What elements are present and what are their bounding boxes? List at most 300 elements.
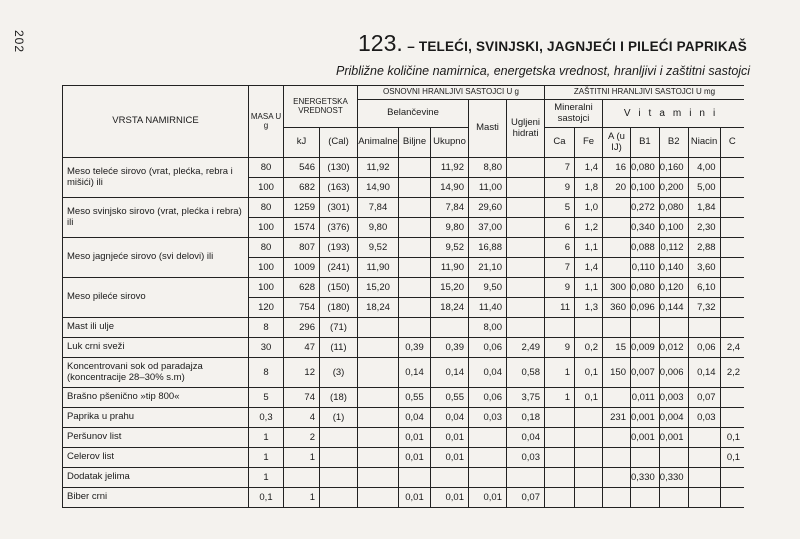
cell-cal: (150)	[320, 278, 358, 298]
row-name: Koncentrovani sok od paradajza (koncentracije 28–30% s.m)	[63, 358, 249, 388]
cell-ugljeni: 0,18	[507, 408, 545, 428]
cell-niacin	[688, 318, 720, 338]
cell-ugljeni	[507, 178, 545, 198]
cell-biljne	[399, 158, 431, 178]
table-row	[63, 408, 745, 428]
cell-c	[720, 468, 744, 488]
cell-cal: (18)	[320, 388, 358, 408]
cell-masa: 8	[249, 358, 284, 388]
cell-a	[603, 218, 631, 238]
cell-ukupno: 0,01	[431, 448, 469, 468]
cell-kj: 1	[284, 448, 320, 468]
cell-biljne	[399, 198, 431, 218]
table-row	[63, 158, 745, 178]
cell-masa: 120	[249, 298, 284, 318]
cell-c: 0,1	[720, 428, 744, 448]
cell-b1	[631, 488, 660, 508]
cell-biljne: 0,14	[399, 358, 431, 388]
cell-c: 2,2	[720, 358, 744, 388]
table-row	[63, 428, 745, 448]
cell-biljne	[399, 468, 431, 488]
cell-kj: 1574	[284, 218, 320, 238]
header-a: A (u IJ)	[603, 128, 631, 158]
cell-masa: 1	[249, 428, 284, 448]
cell-ukupno: 0,39	[431, 338, 469, 358]
cell-animalne	[358, 428, 399, 448]
cell-fe: 1,8	[575, 178, 603, 198]
cell-a	[603, 388, 631, 408]
cell-masti: 8,00	[469, 318, 507, 338]
cell-masa: 0,1	[249, 488, 284, 508]
cell-fe	[575, 408, 603, 428]
cell-niacin: 0,14	[688, 358, 720, 388]
cell-masti: 8,80	[469, 158, 507, 178]
cell-ugljeni: 2,49	[507, 338, 545, 358]
cell-niacin	[688, 488, 720, 508]
cell-b2: 0,012	[659, 338, 688, 358]
cell-niacin: 1,84	[688, 198, 720, 218]
cell-a: 231	[603, 408, 631, 428]
cell-c	[720, 218, 744, 238]
cell-niacin: 0,07	[688, 388, 720, 408]
row-name: Brašno pšenično »tip 800«	[63, 388, 249, 408]
cell-niacin	[688, 448, 720, 468]
row-name: Mast ili ulje	[63, 318, 249, 338]
row-name: Meso teleće sirovo (vrat, plećka, rebra i mišići) ili	[63, 158, 249, 198]
cell-b2: 0,160	[659, 158, 688, 178]
cell-masti: 11,40	[469, 298, 507, 318]
cell-b2: 0,120	[659, 278, 688, 298]
cell-cal: (376)	[320, 218, 358, 238]
cell-fe	[575, 448, 603, 468]
header-fe: Fe	[575, 128, 603, 158]
cell-kj: 1009	[284, 258, 320, 278]
cell-masa: 8	[249, 318, 284, 338]
cell-ugljeni: 3,75	[507, 388, 545, 408]
cell-fe: 0,2	[575, 338, 603, 358]
cell-animalne	[358, 338, 399, 358]
cell-biljne	[399, 318, 431, 338]
cell-masa: 100	[249, 278, 284, 298]
cell-animalne	[358, 388, 399, 408]
cell-ugljeni	[507, 318, 545, 338]
cell-c	[720, 388, 744, 408]
cell-fe: 1,2	[575, 218, 603, 238]
header-mineralni: Mineralni sastojci	[545, 100, 603, 128]
cell-masa: 30	[249, 338, 284, 358]
row-name: Celerov list	[63, 448, 249, 468]
header-ukupno: Ukupno	[431, 128, 469, 158]
cell-fe: 1,1	[575, 238, 603, 258]
cell-masa: 100	[249, 178, 284, 198]
cell-b1: 0,080	[631, 278, 660, 298]
cell-kj: 1	[284, 488, 320, 508]
cell-ugljeni	[507, 298, 545, 318]
cell-animalne	[358, 448, 399, 468]
cell-masti: 0,03	[469, 408, 507, 428]
cell-b1: 0,272	[631, 198, 660, 218]
header-zastitni: ZAŠTITNI HRANLJIVI SASTOJCI U mg	[545, 86, 745, 100]
table-row	[63, 358, 745, 388]
cell-cal	[320, 448, 358, 468]
cell-a: 300	[603, 278, 631, 298]
cell-kj: 628	[284, 278, 320, 298]
cell-b2: 0,100	[659, 218, 688, 238]
row-name: Biber crni	[63, 488, 249, 508]
cell-ca: 6	[545, 238, 575, 258]
cell-masti: 0,01	[469, 488, 507, 508]
cell-c	[720, 158, 744, 178]
cell-a: 16	[603, 158, 631, 178]
cell-cal: (71)	[320, 318, 358, 338]
cell-b1: 0,340	[631, 218, 660, 238]
recipe-number: 123.	[358, 30, 403, 56]
cell-ugljeni: 0,58	[507, 358, 545, 388]
cell-kj	[284, 468, 320, 488]
cell-ugljeni: 0,04	[507, 428, 545, 448]
cell-biljne	[399, 258, 431, 278]
cell-biljne	[399, 178, 431, 198]
cell-fe: 1,1	[575, 278, 603, 298]
cell-animalne: 11,92	[358, 158, 399, 178]
cell-biljne	[399, 238, 431, 258]
nutrition-table	[62, 85, 744, 508]
cell-c	[720, 278, 744, 298]
cell-b2: 0,004	[659, 408, 688, 428]
table-row	[63, 318, 745, 338]
cell-animalne: 14,90	[358, 178, 399, 198]
cell-animalne	[358, 408, 399, 428]
table-row	[63, 198, 745, 218]
cell-b1: 0,100	[631, 178, 660, 198]
cell-niacin: 2,30	[688, 218, 720, 238]
cell-kj: 754	[284, 298, 320, 318]
cell-c	[720, 178, 744, 198]
cell-masti: 29,60	[469, 198, 507, 218]
cell-b2	[659, 448, 688, 468]
cell-niacin: 6,10	[688, 278, 720, 298]
cell-biljne: 0,01	[399, 428, 431, 448]
cell-fe	[575, 428, 603, 448]
cell-b1: 0,001	[631, 408, 660, 428]
cell-animalne: 9,52	[358, 238, 399, 258]
cell-animalne: 9,80	[358, 218, 399, 238]
page-title	[358, 30, 747, 57]
cell-masa: 100	[249, 258, 284, 278]
header-kj: kJ	[284, 128, 320, 158]
cell-biljne: 0,01	[399, 448, 431, 468]
cell-a	[603, 318, 631, 338]
cell-fe: 1,4	[575, 158, 603, 178]
cell-niacin: 4,00	[688, 158, 720, 178]
cell-animalne	[358, 488, 399, 508]
cell-fe: 0,1	[575, 358, 603, 388]
cell-b1: 0,088	[631, 238, 660, 258]
cell-biljne	[399, 298, 431, 318]
cell-b2: 0,330	[659, 468, 688, 488]
cell-masti: 11,00	[469, 178, 507, 198]
page-number: 202	[12, 30, 26, 54]
cell-cal: (180)	[320, 298, 358, 318]
cell-a	[603, 238, 631, 258]
cell-a	[603, 258, 631, 278]
cell-c: 2,4	[720, 338, 744, 358]
cell-animalne	[358, 358, 399, 388]
cell-ca	[545, 408, 575, 428]
cell-ca	[545, 488, 575, 508]
cell-a: 360	[603, 298, 631, 318]
cell-masti: 0,06	[469, 388, 507, 408]
cell-kj: 546	[284, 158, 320, 178]
cell-cal: (130)	[320, 158, 358, 178]
table-row	[63, 488, 745, 508]
cell-b1: 0,009	[631, 338, 660, 358]
header-energ: ENERGETSKA VREDNOST	[284, 86, 358, 128]
cell-masti	[469, 468, 507, 488]
cell-masti: 0,06	[469, 338, 507, 358]
table-row	[63, 388, 745, 408]
cell-masa: 80	[249, 198, 284, 218]
cell-ca	[545, 318, 575, 338]
cell-masa: 1	[249, 448, 284, 468]
cell-ca: 1	[545, 388, 575, 408]
cell-ca	[545, 428, 575, 448]
cell-niacin	[688, 428, 720, 448]
cell-c	[720, 238, 744, 258]
cell-cal	[320, 488, 358, 508]
cell-ukupno	[431, 468, 469, 488]
cell-biljne: 0,39	[399, 338, 431, 358]
cell-c	[720, 318, 744, 338]
cell-masti: 37,00	[469, 218, 507, 238]
cell-ca: 7	[545, 158, 575, 178]
cell-b1: 0,011	[631, 388, 660, 408]
cell-cal: (301)	[320, 198, 358, 218]
cell-b2	[659, 488, 688, 508]
cell-niacin: 0,03	[688, 408, 720, 428]
cell-b2: 0,080	[659, 198, 688, 218]
cell-ca	[545, 448, 575, 468]
header-masa: MASA U g	[249, 86, 284, 158]
cell-masa: 80	[249, 158, 284, 178]
cell-kj: 74	[284, 388, 320, 408]
cell-b2: 0,112	[659, 238, 688, 258]
header-osnovni: OSNOVNI HRANLJIVI SASTOJCI U g	[358, 86, 545, 100]
cell-niacin: 2,88	[688, 238, 720, 258]
cell-masa: 0,3	[249, 408, 284, 428]
cell-b2: 0,200	[659, 178, 688, 198]
cell-ukupno: 7,84	[431, 198, 469, 218]
cell-ukupno: 9,52	[431, 238, 469, 258]
header-niacin: Niacin	[688, 128, 720, 158]
cell-ukupno: 0,14	[431, 358, 469, 388]
cell-ukupno: 15,20	[431, 278, 469, 298]
cell-ugljeni	[507, 218, 545, 238]
cell-biljne	[399, 218, 431, 238]
cell-ugljeni	[507, 278, 545, 298]
cell-animalne	[358, 318, 399, 338]
cell-b1	[631, 318, 660, 338]
row-name: Dodatak jelima	[63, 468, 249, 488]
cell-b2: 0,140	[659, 258, 688, 278]
cell-ca: 11	[545, 298, 575, 318]
cell-fe: 1,0	[575, 198, 603, 218]
header-b1: B1	[631, 128, 660, 158]
cell-kj: 4	[284, 408, 320, 428]
cell-c	[720, 488, 744, 508]
cell-ugljeni	[507, 158, 545, 178]
cell-b1	[631, 448, 660, 468]
cell-animalne: 15,20	[358, 278, 399, 298]
cell-cal: (193)	[320, 238, 358, 258]
cell-a	[603, 448, 631, 468]
cell-b2: 0,144	[659, 298, 688, 318]
header-b2: B2	[659, 128, 688, 158]
row-name: Meso pileće sirovo	[63, 278, 249, 318]
cell-kj: 12	[284, 358, 320, 388]
cell-ukupno: 0,55	[431, 388, 469, 408]
header-cal: (Cal)	[320, 128, 358, 158]
cell-animalne: 18,24	[358, 298, 399, 318]
table-row	[63, 448, 745, 468]
cell-fe	[575, 488, 603, 508]
cell-c: 0,1	[720, 448, 744, 468]
cell-ca: 9	[545, 338, 575, 358]
cell-b1: 0,001	[631, 428, 660, 448]
cell-ugljeni	[507, 258, 545, 278]
row-name: Meso jagnjeće sirovo (svi delovi) ili	[63, 238, 249, 278]
cell-biljne	[399, 278, 431, 298]
cell-ca: 9	[545, 178, 575, 198]
cell-kj: 682	[284, 178, 320, 198]
cell-masti	[469, 428, 507, 448]
cell-c	[720, 298, 744, 318]
cell-animalne: 11,90	[358, 258, 399, 278]
cell-masa: 5	[249, 388, 284, 408]
cell-animalne: 7,84	[358, 198, 399, 218]
page-subtitle: Približne količine namirnica, energetska vrednost, hranljivi i zaštitni sastojci	[336, 64, 751, 78]
table-row	[63, 468, 745, 488]
header-animalne: Animalne	[358, 128, 399, 158]
cell-c	[720, 258, 744, 278]
cell-fe: 1,4	[575, 258, 603, 278]
cell-kj: 296	[284, 318, 320, 338]
cell-ukupno: 0,01	[431, 488, 469, 508]
cell-masa: 1	[249, 468, 284, 488]
cell-ukupno: 14,90	[431, 178, 469, 198]
cell-b2: 0,003	[659, 388, 688, 408]
cell-cal: (1)	[320, 408, 358, 428]
cell-ca: 6	[545, 218, 575, 238]
cell-niacin: 7,32	[688, 298, 720, 318]
cell-ca: 5	[545, 198, 575, 218]
cell-kj: 2	[284, 428, 320, 448]
cell-b2: 0,006	[659, 358, 688, 388]
cell-b1: 0,330	[631, 468, 660, 488]
cell-ukupno	[431, 318, 469, 338]
cell-a	[603, 198, 631, 218]
header-vitamini: Vitamini	[603, 100, 745, 128]
cell-ukupno: 11,92	[431, 158, 469, 178]
header-ugljeni: Ugljeni hidrati	[507, 100, 545, 158]
cell-masti: 0,04	[469, 358, 507, 388]
cell-cal	[320, 468, 358, 488]
cell-c	[720, 408, 744, 428]
cell-ugljeni	[507, 238, 545, 258]
cell-ukupno: 18,24	[431, 298, 469, 318]
cell-ukupno: 9,80	[431, 218, 469, 238]
cell-b1: 0,096	[631, 298, 660, 318]
cell-b1: 0,007	[631, 358, 660, 388]
cell-c	[720, 198, 744, 218]
table-row	[63, 238, 745, 258]
cell-a	[603, 468, 631, 488]
cell-a: 150	[603, 358, 631, 388]
cell-a: 20	[603, 178, 631, 198]
cell-niacin: 5,00	[688, 178, 720, 198]
cell-masti	[469, 448, 507, 468]
cell-ca: 1	[545, 358, 575, 388]
cell-ca: 7	[545, 258, 575, 278]
row-name: Luk crni sveži	[63, 338, 249, 358]
cell-ukupno: 0,04	[431, 408, 469, 428]
cell-fe: 0,1	[575, 388, 603, 408]
cell-cal: (241)	[320, 258, 358, 278]
cell-ugljeni: 0,07	[507, 488, 545, 508]
cell-b2: 0,001	[659, 428, 688, 448]
cell-b1: 0,080	[631, 158, 660, 178]
cell-cal: (11)	[320, 338, 358, 358]
cell-masti: 9,50	[469, 278, 507, 298]
cell-fe	[575, 468, 603, 488]
cell-masti: 21,10	[469, 258, 507, 278]
cell-kj: 807	[284, 238, 320, 258]
cell-animalne	[358, 468, 399, 488]
cell-ca	[545, 468, 575, 488]
cell-kj: 47	[284, 338, 320, 358]
cell-b2	[659, 318, 688, 338]
cell-niacin: 3,60	[688, 258, 720, 278]
cell-a	[603, 428, 631, 448]
table-row	[63, 338, 745, 358]
cell-ugljeni	[507, 198, 545, 218]
table-row	[63, 278, 745, 298]
header-vrsta: VRSTA NAMIRNICE	[63, 86, 249, 158]
row-name: Peršunov list	[63, 428, 249, 448]
cell-biljne: 0,04	[399, 408, 431, 428]
cell-masa: 100	[249, 218, 284, 238]
cell-ca: 9	[545, 278, 575, 298]
header-biljne: Biljne	[399, 128, 431, 158]
recipe-title: – TELEĆI, SVINJSKI, JAGNJEĆI I PILEĆI PAPRIKAŠ	[407, 39, 747, 54]
cell-ugljeni	[507, 468, 545, 488]
cell-ugljeni: 0,03	[507, 448, 545, 468]
cell-a	[603, 488, 631, 508]
header-masti: Masti	[469, 100, 507, 158]
cell-kj: 1259	[284, 198, 320, 218]
row-name: Meso svinjsko sirovo (vrat, plećka i rebra) ili	[63, 198, 249, 238]
cell-cal: (163)	[320, 178, 358, 198]
header-belancevine: Belančevine	[358, 100, 469, 128]
cell-ukupno: 11,90	[431, 258, 469, 278]
cell-ukupno: 0,01	[431, 428, 469, 448]
header-c: C	[720, 128, 744, 158]
cell-masa: 80	[249, 238, 284, 258]
cell-a: 15	[603, 338, 631, 358]
cell-masti: 16,88	[469, 238, 507, 258]
cell-niacin	[688, 468, 720, 488]
cell-cal: (3)	[320, 358, 358, 388]
